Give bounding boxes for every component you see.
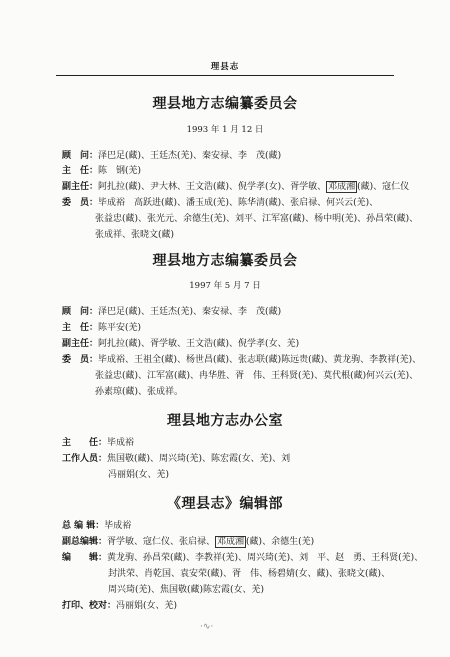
value: 黄龙驹、孙昌荣(藏)、李教祥(羌)、周兴琦(羌)、刘 平、赵 勇、王科贤(羌)、 bbox=[107, 553, 424, 563]
label: 打印、校对： bbox=[62, 601, 117, 611]
value: 胥学敏、寇仁仪、张启禄、 bbox=[107, 537, 216, 547]
section4-deputy-editors bbox=[62, 537, 402, 548]
label: 委 员： bbox=[62, 355, 99, 365]
label: 主 任： bbox=[62, 323, 99, 333]
value: 焦国敬(藏)、周兴琦(羌)、陈宏霞(女、羌)、刘 bbox=[107, 454, 291, 464]
label: 委 员： bbox=[62, 198, 99, 208]
label: 编 辑： bbox=[62, 553, 108, 563]
value: 泽巴足(藏)、王廷杰(羌)、秦安禄、李 茂(藏) bbox=[98, 151, 282, 161]
boxed-name: 邓成湘 bbox=[328, 182, 356, 192]
section1-title: 理县地方志编纂委员会 bbox=[152, 96, 298, 112]
label: 副主任： bbox=[62, 339, 99, 349]
section2-members-line3: 孙素琼(藏)、张成祥。 bbox=[95, 387, 184, 397]
label: 副总编辑： bbox=[62, 537, 108, 547]
section2-date: 1997 年 5 月 7 日 bbox=[189, 281, 261, 291]
label: 顾 问： bbox=[62, 151, 99, 161]
section3-director bbox=[62, 438, 402, 449]
section3-staff-line2: 冯丽娟(女、羌) bbox=[108, 470, 170, 480]
value: 陈 钢(羌) bbox=[98, 166, 142, 176]
label: 主 任： bbox=[62, 166, 99, 176]
value: 阿扎拉(藏)、尹大林、王文浩(藏)、倪学孝(女)、胥学敏、 bbox=[98, 182, 327, 192]
value: (藏)、余德生(羌) bbox=[246, 537, 315, 547]
section2-members bbox=[62, 355, 422, 366]
section2-advisors bbox=[62, 307, 402, 318]
value: 毕成裕 bbox=[107, 438, 135, 448]
section1-deputy-directors bbox=[62, 182, 410, 193]
section4-editor-in-chief bbox=[62, 521, 402, 532]
section1-director bbox=[62, 166, 402, 177]
section1-date: 1993 年 1 月 12 日 bbox=[186, 125, 264, 135]
label: 总 编 辑： bbox=[62, 521, 105, 531]
section2-deputy-directors bbox=[62, 339, 402, 350]
value: 冯丽娟(女、羌) bbox=[116, 601, 178, 611]
value: 毕成裕 bbox=[104, 521, 132, 531]
section4-proofreading bbox=[62, 601, 402, 612]
label: 工作人员： bbox=[62, 454, 108, 464]
value: 泽巴足(藏)、王廷杰(羌)、秦安禄、李 茂(藏) bbox=[98, 307, 282, 317]
value: 毕成裕、王祖全(藏)、杨世昌(藏)、张志联(藏)陈远贵(藏)、黄龙驹、李教祥(羌)、 bbox=[98, 355, 422, 365]
footer-mark: ·∿· bbox=[200, 622, 214, 632]
section2-title: 理县地方志编纂委员会 bbox=[152, 253, 298, 269]
label: 副主任： bbox=[62, 182, 99, 192]
value: 陈平安(羌) bbox=[98, 323, 142, 333]
section3-staff bbox=[62, 454, 402, 465]
value: 毕成裕 高跃进(藏)、潘玉成(羌)、陈华清(藏)、张启禄、何兴云(羌)、 bbox=[98, 198, 379, 208]
section4-editors bbox=[62, 553, 424, 564]
section4-editors-line2: 封洪荣、肖乾国、袁安荣(藏)、胥 伟、杨碧婧(女、藏)、张晓文(藏)、 bbox=[108, 569, 391, 579]
section4-title: 《理县志》编辑部 bbox=[167, 496, 283, 512]
value: (藏)、寇仁仪 bbox=[357, 182, 410, 192]
section1-members-line2: 张益忠(藏)、张光元、余德生(羌)、刘平、江军富(藏)、杨中明(羌)、孙昌荣(藏)、 bbox=[95, 214, 419, 224]
running-head: 理县志 bbox=[56, 60, 394, 76]
value: 阿扎拉(藏)、胥学敏、王文浩(藏)、倪学孝(女、羌) bbox=[98, 339, 300, 349]
section3-title: 理县地方志办公室 bbox=[167, 413, 283, 429]
section2-members-line2: 张益忠(藏)、江军富(藏)、冉华胜、胥 伟、王科贤(羌)、莫代根(藏)何兴云(羌)、 bbox=[95, 371, 419, 381]
section1-members bbox=[62, 198, 402, 209]
boxed-name: 邓成湘 bbox=[217, 537, 245, 547]
label: 主 任： bbox=[62, 438, 108, 448]
section1-members-line3: 张成祥、张晓文(藏) bbox=[95, 230, 175, 240]
label: 顾 问： bbox=[62, 307, 99, 317]
section2-director bbox=[62, 323, 402, 334]
section4-editors-line3: 周兴琦(羌)、焦国敬(藏)陈宏霞(女、羌) bbox=[108, 585, 265, 595]
section1-advisors bbox=[62, 151, 402, 162]
